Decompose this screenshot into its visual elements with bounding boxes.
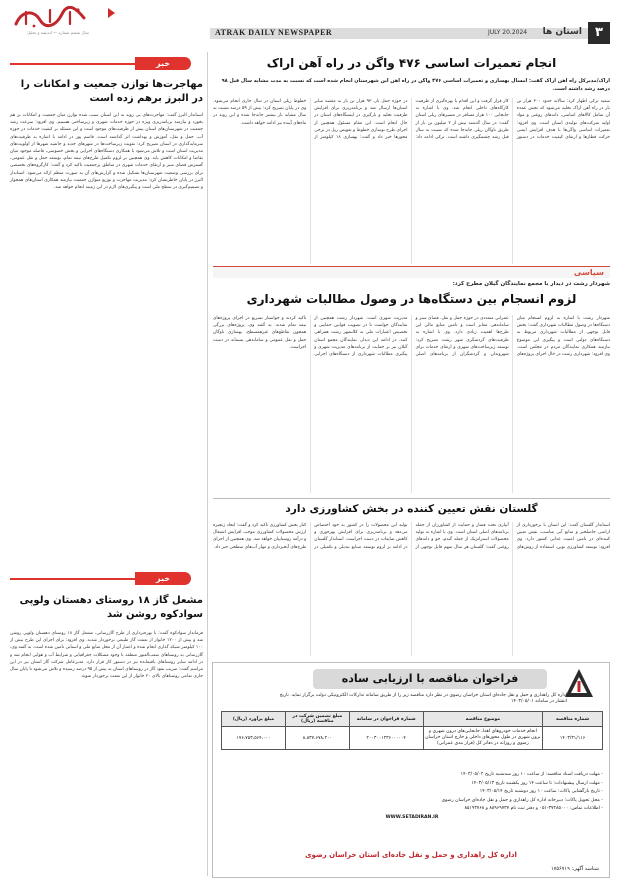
paper-name: ATRAK DAILY NEWSPAPER bbox=[215, 28, 333, 37]
table-row bbox=[222, 727, 603, 750]
article-lead: اراک/مدیرکل راه آهن اراک گفت: امسال بهسازی و تعمیرات اساسی ۴۷۶ واگن در راه آهن این شهرستان انجام شده است که نسبت به مدت مشابه سال قبل ۹۸ درصد رشد داشته است. bbox=[221, 78, 610, 92]
tender-table bbox=[221, 711, 603, 750]
section-divider bbox=[10, 578, 135, 580]
page-number: ۳ bbox=[588, 22, 610, 44]
article-title: مهاجرت‌ها توازن جمعیت و امکانات را در البرز برهم زده است bbox=[20, 79, 203, 104]
ad-intro: اداره کل راهداری و حمل و نقل جاده‌ای استان خراسان رضوی در نظر دارد مناقصه زیر را از طریق سامانه تدارکات الکترونیکی دولت برگزار نماید. تاریخ انتشار در سامانه ۱۴۰۳/۰۵/۰۱ bbox=[279, 693, 567, 705]
ad-number: شناسه آگهی: ۱۷۵۶۷۱۹ bbox=[550, 866, 599, 872]
section-header-politics bbox=[213, 266, 610, 278]
table-cell: ۱۴۰۳/۳۱/۱۱۶ bbox=[543, 727, 603, 750]
tender-advertisement bbox=[212, 662, 610, 878]
logo-arrow-icon bbox=[108, 8, 115, 18]
column-header: شماره مناقصه bbox=[543, 712, 603, 727]
ad-footer: اداره کل راهداری و حمل و نقل جاده‌ای استان خراسان رضوی bbox=[305, 851, 517, 859]
logo-tagline: سال ششم شماره — اندیشه و تحلیل bbox=[27, 30, 89, 35]
column-rule bbox=[207, 52, 208, 876]
ad-title: فراخوان مناقصه با ارزیابی ساده bbox=[313, 669, 547, 689]
road-organization-logo bbox=[563, 667, 595, 699]
headline: لزوم انسجام بین دستگاه‌ها در وصول مطالبات شهرداری bbox=[246, 292, 577, 306]
ad-note: - مهلت ارسال پیشنهادات: تا ساعت ۱۴ روز یکشنبه تاریخ ۱۴۰۳/۰۵/۱۳ bbox=[471, 780, 603, 786]
column-header: شماره فراخوان در سامانه bbox=[349, 712, 423, 727]
section-title: سیاسی bbox=[573, 268, 604, 277]
article-body: فرماندار سوادکوه گفت: با بهره‌برداری از طرح گازرسانی، مشعل گاز ۱۸ روستای دهستان ولوپی روشن شد و بیش از ۱۲۰۰ خانوار از نعمت گاز طبیعی برخوردار شدند. وی افزود: برای اجرای این طرح بیش از ۱۰۰ کیلومتر شبکه گذاری انجام شده و اعتبار آن از محل منابع ملی و استانی تامین شده است. به گفته وی، گازرسانی به روستاهای صعب‌العبور منطقه با وجود مشکلات جغرافیایی و شرایط آب و هوایی انجام شد و در ادامه سایر روستاهای باقیمانده نیز در دستور کار قرار دارد. مدیرعامل شرکت گاز استان نیز در این مراسم گفت: ضریب نفوذ گاز در روستاهای استان به بیش از ۹۵ درصد رسیده و تلاش می‌شود تا پایان سال جاری تمامی روستاهای بالای ۲۰ خانوار از این نعمت برخوردار شوند. bbox=[10, 631, 203, 680]
headline: گلستان نقش تعیین کننده در بخش کشاورزی دارد bbox=[285, 503, 538, 515]
newspaper-logo bbox=[12, 6, 87, 28]
news-tag: خبر bbox=[135, 57, 191, 70]
masthead bbox=[0, 0, 620, 44]
article-kicker: شهردار رشت در دیدار با مجمع نمایندگان گیلان مطرح کرد: bbox=[452, 281, 610, 287]
table-cell: انجام خدمات خودروهای اهدا، جابجایی‌های درون شهری و برون شهری در طول محورهای داخلی و خارج استان خراسان رضوی و روزانه در دفاتر کل (قرار بندی عمرانی) bbox=[423, 727, 543, 750]
article-body: استاندار گلستان گفت: این استان با برخورداری از اراضی حاصلخیز و منابع آبی مناسب، نقش تعیین کننده‌ای در تامین امنیت غذایی کشور دارد. وی افزود: توسعه کشاورزی نوین، استفاده از روش‌های آبیاری تحت فشار و حمایت از کشاورزان از جمله برنامه‌های اصلی استان است. وی با اشاره به تولید محصولات استراتژیک از جمله گندم، جو و دانه‌های روغنی گفت: گلستان هر سال سهم قابل توجهی از تولید این محصولات را در کشور به خود اختصاص می‌دهد و برنامه‌ریزی برای افزایش بهره‌وری و کاهش ضایعات در دست اجراست. استاندار گلستان در ادامه بر لزوم توسعه صنایع تبدیلی و تکمیلی در کنار بخش کشاورزی تاکید کرد و گفت: ایجاد زنجیره ارزش محصولات کشاورزی موجب افزایش اشتغال و درآمد روستاییان خواهد شد. وی همچنین از اجرای طرح‌های آبخیزداری و مهار آب‌های سطحی خبر داد. bbox=[213, 523, 610, 550]
issue-date: JULY 20.2024 bbox=[488, 29, 528, 36]
ad-note: - مهلت دریافت اسناد مناقصه: از ساعت ۱۰ روز سه‌شنبه تاریخ ۱۴۰۳/۰۵/۰۲ bbox=[460, 772, 603, 777]
left-column bbox=[10, 56, 203, 876]
section-name: استان ها bbox=[542, 27, 582, 37]
ad-note: - اطلاعات تماس: ۳۷۲۸۵۰۰۰-۰۵۱ و دفتر ثبت نام ۸۸۹۶۹۷۳۷ و ۸۵۱۹۳۷۶۸ bbox=[464, 806, 603, 811]
table-cell: ۸،۸۳۷،۶۷۸،۲۰۰ bbox=[285, 727, 349, 750]
column-header: مبلغ برآورد (ریال) bbox=[222, 712, 286, 727]
section-divider bbox=[10, 63, 135, 65]
ad-note: - محل تحویل پاکات: دبیرخانه اداره کل راهداری و حمل و نقل جاده‌ای خراسان رضوی bbox=[441, 797, 603, 803]
ad-notes bbox=[221, 771, 603, 822]
ad-website[interactable]: WWW.SETADIRAN.IR bbox=[385, 814, 439, 820]
table-cell: ۱۷۶،۷۵۳،۵۶۴،۰۰۰ bbox=[222, 727, 286, 750]
article-body: شهردار رشت با اشاره به لزوم انسجام میان دستگاه‌ها در وصول مطالبات شهرداری گفت: بخش قابل توجهی از مطالبات شهرداری مربوط به دستگاه‌های دولتی است و پیگیری این موضوع نیازمند همکاری نمایندگان مردم در مجلس است. وی افزود: شهرداری رشت در حال اجرای پروژه‌های عمرانی متعددی در حوزه حمل و نقل، فضای سبز و ساماندهی معابر است و تامین منابع مالی این طرح‌ها اهمیت زیادی دارد. وی با اشاره به ظرفیت‌های گردشگری شهر رشت تصریح کرد: توسعه زیرساخت‌های شهری و ارتقای خدمات برای شهروندان و گردشگران از برنامه‌های اصلی مدیریت شهری است. شهردار رشت همچنین از نمایندگان خواست تا در تصویب قوانین حمایتی و تخصیص اعتبارات ملی به کلانشهر رشت همراهی کنند. در ادامه این دیدار، نمایندگان مجمع استان گیلان نیز بر حمایت از برنامه‌های مدیریت شهری و پیگیری مطالبات شهرداری از دستگاه‌های اجرایی تاکید کردند و خواستار تسریع در اجرای پروژه‌های نیمه تمام شدند. به گفته وی، پروژه‌های بزرگی همچون تقاطع‌های غیرهمسطح، بهسازی ناوگان حمل و نقل عمومی و ساماندهی پسماند در دست اجراست. bbox=[213, 316, 610, 358]
article-title: مشعل گاز ۱۸ روستای دهستان ولوپی سوادکوه روشن شد bbox=[19, 595, 203, 620]
table-cell: ۲۰۰۳۰۰۱۲۳۶۰۰۰۰۰۴ bbox=[349, 727, 423, 750]
headline: انجام تعمیرات اساسی ۴۷۶ واگن در راه آهن اراک bbox=[266, 56, 557, 70]
column-header: مبلغ تضمین شرکت در مناقصه (ریال) bbox=[285, 712, 349, 727]
table-header-row bbox=[222, 712, 603, 727]
column-header: موضوع مناقصه bbox=[423, 712, 543, 727]
section-divider bbox=[213, 498, 610, 499]
article-body: سعید ترکی اظهار کرد: سالانه حدود ۳۰۰ هزار تن بار در راه آهن اراک تخلیه می‌شود که بخش عمده آن شامل کالاهای اساسی، دانه‌های روغنی و مواد اولیه شرکت‌های تولیدی استان است. وی افزود: تعمیرات اساسی واگن‌ها با هدف افزایش ایمنی حرکت قطارها و ارتقای کیفیت خدمات در دستور کار قرار گرفت و این اقدام با بهره‌گیری از ظرفیت کارگاه‌های داخلی انجام شد. وی با اشاره به جابجایی ۱۰۰ هزار مسافر در مسیرهای ریلی استان گفت: در سال گذشته بیش از ۲ میلیون تن بار از طریق ناوگان ریلی جابه‌جا شده که نسبت به سال قبل رشد چشمگیری داشته است. ترکی ادامه داد: در حوزه حمل بار، ۹۳ هزار تن بار به مقصد سایر استان‌ها ارسال شد و برنامه‌ریزی برای افزایش ظرفیت تخلیه و بارگیری در ایستگاه‌های استان در حال انجام است. این مقام مسئول همچنین از اجرای طرح نوسازی خطوط و تعویض ریل در برخی محورها خبر داد و گفت: بهسازی ۱۸ کیلومتر از خطوط ریلی استان در سال جاری انجام می‌شود. وی در پایان تصریح کرد: بیش از ۵۹ درصد نسبت به سال مشابه بار بیشتر جابه‌جا شده و این روند در ماه‌های آینده نیز ادامه خواهد داشت. bbox=[213, 99, 610, 141]
ad-note: - تاریخ بازگشایی پاکات: ساعت ۱۰ روز دوشنبه تاریخ ۱۴۰۳/۰۵/۱۴ bbox=[479, 789, 603, 794]
article-body: استاندار البرز گفت: مهاجرت‌های بی رویه به این استان سبب شده توازن میان جمعیت و امکانات بر هم بخورد و نیازمند برنامه‌ریزی ویژه در حوزه خدمات شهری و زیرساختی هستیم. وی افزود: سرعت رشد جمعیت در شهرستان‌های استان بیش از ظرفیت‌های موجود است و این مسئله بر کیفیت خدمات در حوزه آب، حمل و نقل، آموزش و بهداشت اثر گذاشته است. قاسم پور در ادامه با اشاره به ظرفیت‌های سرمایه‌گذاری در استان تصریح کرد: تقویت زیرساخت‌ها در شهرهای جدید و حاشیه شهرها از اولویت‌های مدیریت استان است و تلاش می‌شود با همکاری دستگاه‌های اجرایی و بخش خصوصی، فاصله موجود میان تقاضا و امکانات کاهش یابد. وی همچنین بر لزوم تکمیل طرح‌های نیمه تمام، توسعه حمل و نقل عمومی، گسترش فضای سبز و ارتقای خدمات شهری در مناطق پرجمعیت تاکید کرد و گفت: کارگروه‌های تخصصی برای بررسی وضعیت شهرستان‌ها تشکیل شده و گزارش‌های آن به صورت منظم ارائه می‌شود. استاندار البرز در پایان خاطرنشان کرد: مدیریت مهاجرت و توزیع متوازن جمعیت نیازمند همکاری استان‌های همجوار و تصمیم‌گیری در سطح ملی است و پیگیری‌های لازم در این زمینه انجام خواهد شد. bbox=[10, 113, 203, 191]
news-tag: خبر bbox=[135, 572, 191, 585]
